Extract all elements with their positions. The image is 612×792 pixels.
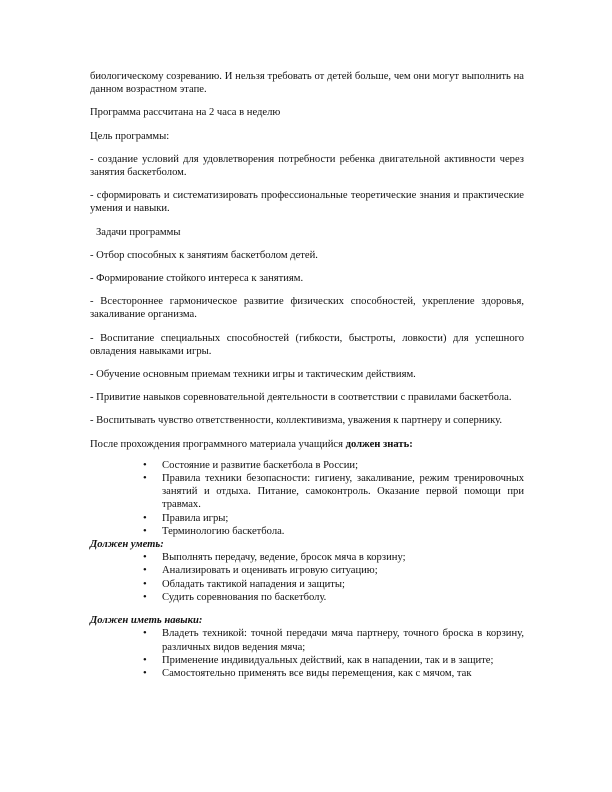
list-item (143, 472, 524, 512)
list-item (143, 564, 524, 577)
bullet-icon: • (143, 654, 147, 666)
bullet-icon: • (143, 628, 147, 640)
list-item-text: Самостоятельно применять все виды перемещения, как с мячом, так (162, 667, 472, 679)
know-list (90, 459, 524, 538)
paragraph: - Воспитывать чувство ответственности, коллективизма, уважения к партнеру и сопернику. (90, 415, 503, 427)
list-item-text: Состояние и развитие баскетбола в России; (162, 459, 359, 471)
list-item-text: Анализировать и оценивать игровую ситуацию; (162, 565, 378, 577)
list-item (143, 578, 524, 591)
able-heading: Должен уметь: (90, 539, 164, 551)
paragraph: - сформировать и систематизировать профессиональные теоретические знания и практические умения и навыки. (90, 190, 524, 215)
list-item (143, 512, 524, 525)
bullet-icon: • (143, 578, 147, 590)
list-item-text: Терминологию баскетбола. (162, 525, 285, 537)
paragraph: - Формирование стойкого интереса к занятиям. (90, 273, 304, 285)
list-item (143, 627, 524, 653)
know-intro-text: После прохождения программного материала учащийся (90, 438, 346, 450)
bullet-icon: • (143, 525, 147, 537)
list-item (143, 525, 524, 538)
list-item-text: Выполнять передачу, ведение, бросок мяча в корзину; (162, 552, 406, 564)
paragraph: - Воспитание специальных способностей (гибкости, быстроты, ловкости) для успешного овладения навыками игры. (90, 332, 524, 357)
skills-list (90, 627, 524, 680)
bullet-icon: • (143, 565, 147, 577)
list-item-text: Правила техники безопасности: гигиену, закаливание, режим тренировочных занятий и отдыха. Питание, самоконтроль. Оказание первой помощи при травмах. (162, 473, 524, 511)
bullet-icon: • (143, 667, 147, 679)
list-item (143, 459, 524, 472)
list-item-text: Обладать тактикой нападения и защиты; (162, 578, 345, 590)
able-list (90, 551, 524, 604)
paragraph: Программа рассчитана на 2 часа в неделю (90, 107, 281, 119)
list-item-text: Судить соревнования по баскетболу. (162, 591, 327, 603)
paragraph: Цель программы: (90, 130, 170, 142)
paragraph: - создание условий для удовлетворения потребности ребенка двигательной активности через занятия баскетболом. (90, 153, 524, 179)
list-item-text: Правила игры; (162, 512, 229, 524)
list-item (143, 667, 524, 680)
paragraph: - Привитие навыков соревновательной деятельности в соответствии с правилами баскетбола. (90, 392, 512, 404)
paragraph: - Отбор способных к занятиям баскетболом детей. (90, 249, 318, 261)
list-item (143, 591, 524, 604)
list-item-text: Владеть техникой: точной передачи мяча партнеру, точного броска в корзину, различных видов ведения мяча; (162, 628, 524, 653)
skills-heading: Должен иметь навыки: (90, 615, 203, 627)
bullet-icon: • (143, 591, 147, 603)
know-intro-bold: должен знать: (345, 438, 413, 450)
list-item-text: Применение индивидуальных действий, как в нападении, так и в защите; (162, 654, 494, 666)
section-heading: Задачи программы (96, 226, 181, 238)
know-intro (90, 438, 524, 451)
paragraph: - Обучение основным приемам техники игры и тактическим действиям. (90, 369, 416, 381)
bullet-icon: • (143, 473, 147, 485)
bullet-icon: • (143, 512, 147, 524)
bullet-icon: • (143, 552, 147, 564)
list-item (143, 551, 524, 564)
paragraph: биологическому созреванию. И нельзя требовать от детей больше, чем они могут выполнить на данном возрастном этапе. (90, 71, 524, 96)
list-item (143, 654, 524, 667)
paragraph: - Всестороннее гармоническое развитие физических способностей, укрепление здоровья, закаливание организма. (90, 296, 524, 321)
bullet-icon: • (143, 459, 147, 471)
